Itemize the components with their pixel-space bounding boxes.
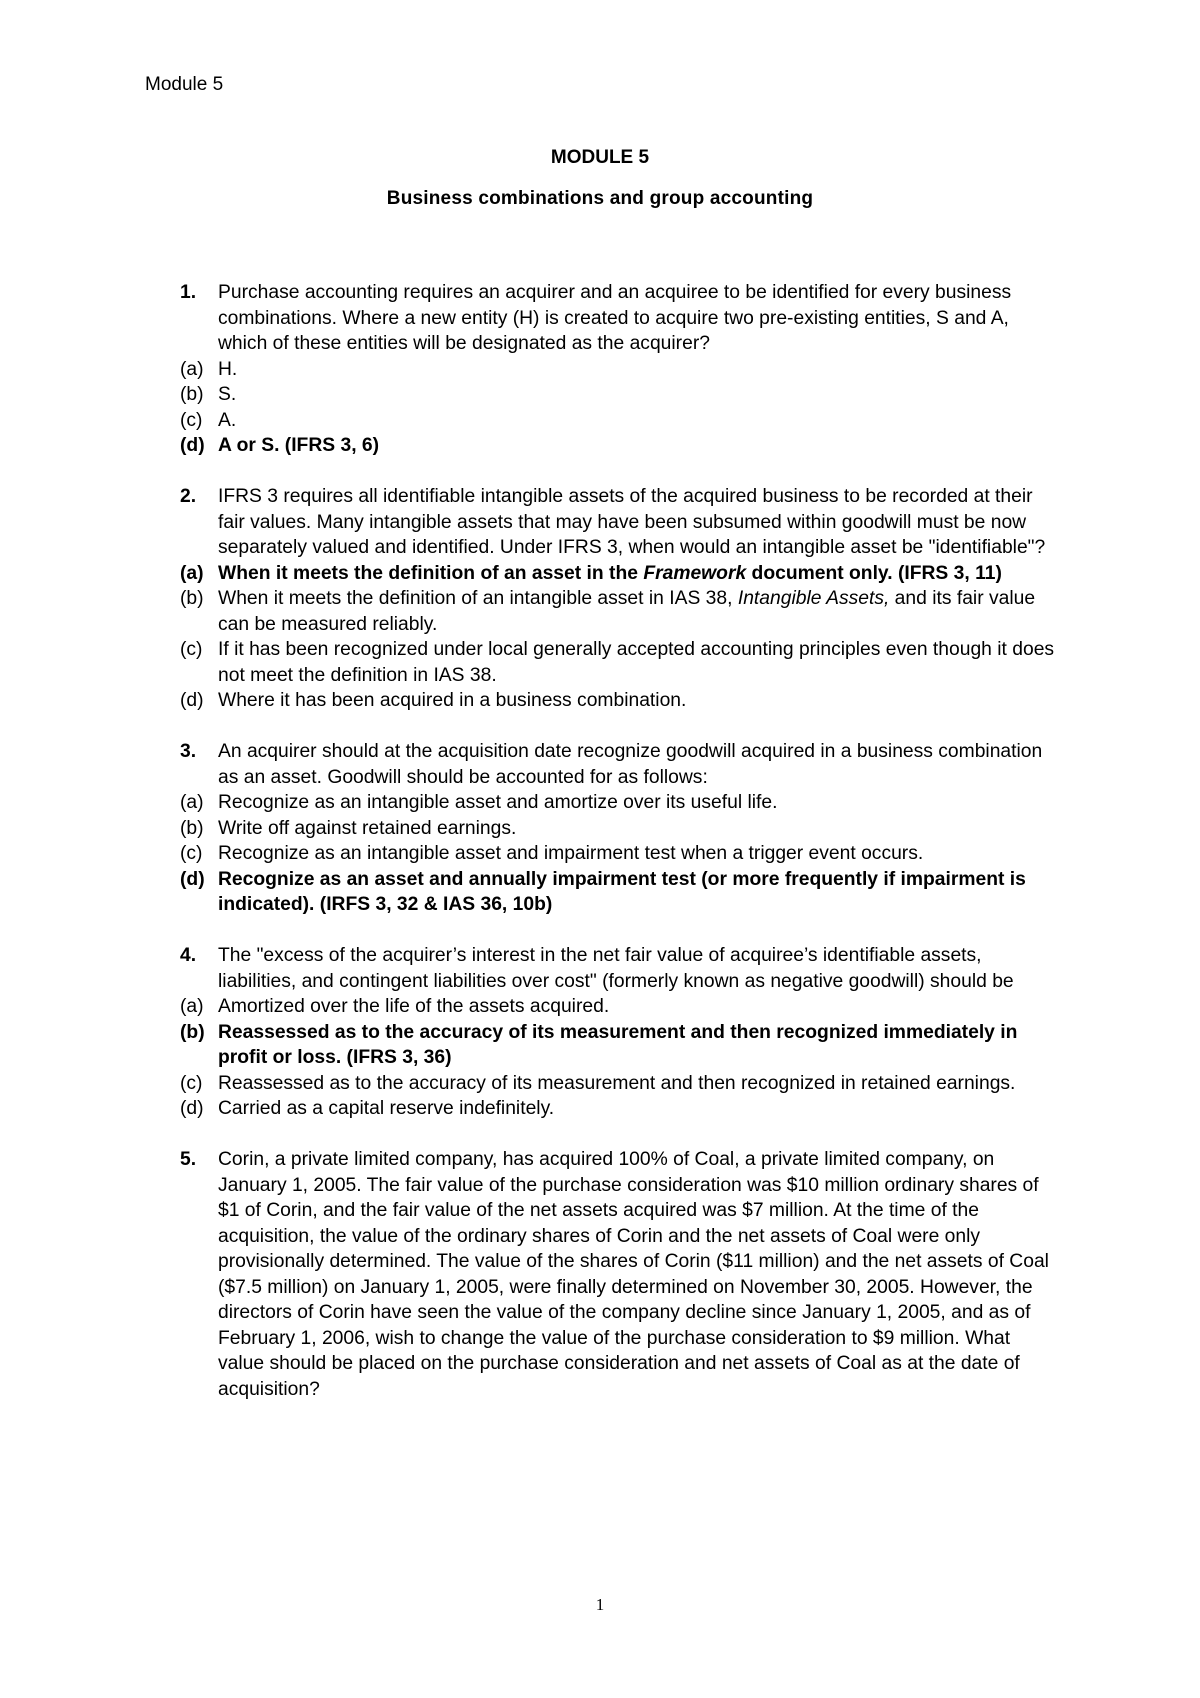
option-label: (b): [180, 384, 204, 405]
option-a: [180, 790, 1060, 816]
option-text: Recognize as an intangible asset and impairment test when a trigger event occurs.: [218, 843, 924, 864]
question-stem: An acquirer should at the acquisition date recognize goodwill acquired in a business combination as an asset. Goodwill should be accounted for as follows:: [218, 741, 1043, 788]
option-text-pre: When it meets the definition of an asset in the: [218, 562, 644, 584]
option-text-post: and its fair value can be measured reliably.: [218, 588, 1036, 635]
question-stem: Purchase accounting requires an acquirer and an acquiree to be identified for every business combinations. Where a new entity (H) is created to acquire two pre-existing entities, S and A, which of these entities will be designated as the acquirer?: [218, 282, 1012, 354]
option-label: (a): [180, 996, 204, 1017]
option-b: [180, 586, 1060, 637]
option-text: S.: [218, 384, 237, 405]
option-c: [180, 637, 1060, 688]
option-label: (c): [180, 639, 203, 660]
option-label: (d): [180, 435, 205, 456]
option-label: (d): [180, 868, 205, 890]
question-5: [180, 1147, 1060, 1402]
option-text: Where it has been acquired in a business combination.: [218, 690, 687, 711]
option-text: If it has been recognized under local generally accepted accounting principles even though it does not meet the definition in IAS 38.: [218, 639, 1055, 686]
option-b-answer: [180, 1020, 1060, 1071]
option-text-italic: Intangible Assets,: [737, 588, 890, 609]
option-d-answer: [180, 433, 1060, 459]
question-number: 4.: [180, 945, 197, 966]
option-label: (b): [180, 588, 204, 609]
option-label: (a): [180, 358, 204, 380]
running-header: Module 5: [145, 74, 224, 95]
option-c: [180, 841, 1060, 867]
option-text: Recognize as an intangible asset and amortize over its useful life.: [218, 792, 778, 813]
question-stem: Corin, a private limited company, has acquired 100% of Coal, a private limited company, on January 1, 2005. The fair value of the purchase consideration was $10 million ordinary shares of $1 of Corin, and the fair value of the net assets acquired was $7 million. At the time of the acquisition, the value of the ordinary shares of Corin and the net assets of Coal were only provisionally determined. The value of the shares of Corin ($11 million) and the net assets of Coal ($7.5 million) on January 1, 2005, were finally determined on November 30, 2005. However, the directors of Corin have seen the value of the company decline since January 1, 2005, and as of February 1, 2006, wish to change the value of the purchase consideration to $9 million. What value should be placed on the purchase consideration and net assets of Coal as at the date of acquisition?: [218, 1149, 1049, 1400]
option-c: [180, 408, 1060, 434]
option-label: (c): [180, 409, 203, 431]
question-number: 1.: [180, 282, 197, 303]
option-text: Amortized over the life of the assets acquired.: [218, 996, 610, 1017]
option-label: (d): [180, 1098, 204, 1119]
question-stem: IFRS 3 requires all identifiable intangible assets of the acquired business to be recorded at their fair values. Many intangible assets that may have been subsumed within goodwill must be now separately valued and identified. Under IFRS 3, when would an intangible asset be "identifiable"?: [218, 486, 1046, 558]
question-number: 2.: [180, 486, 197, 507]
question-1: [180, 280, 1060, 459]
option-text-pre: When it meets the definition of an intangible asset in IAS 38,: [218, 588, 738, 609]
option-c: [180, 1071, 1060, 1097]
option-text: Reassessed as to the accuracy of its measurement and then recognized immediately in profit or loss. (IFRS 3, 36): [218, 1021, 1018, 1068]
option-text: H.: [218, 358, 238, 380]
question-3: [180, 739, 1060, 918]
option-text-italic: Framework: [643, 562, 747, 584]
option-label: (a): [180, 792, 204, 813]
document-title: MODULE 5: [550, 147, 650, 168]
option-d-answer: [180, 867, 1060, 918]
option-text: Recognize as an asset and annually impairment test (or more frequently if impairment is indicated). (IRFS 3, 32 & IAS 36, 10b): [218, 868, 1026, 915]
option-text: A.: [218, 409, 237, 431]
option-label: (c): [180, 1072, 203, 1094]
option-b: [180, 382, 1060, 408]
option-label: (c): [180, 843, 203, 864]
option-label: (a): [180, 562, 204, 584]
option-b: [180, 816, 1060, 842]
option-text: A or S. (IFRS 3, 6): [218, 435, 380, 456]
question-number: 3.: [180, 741, 197, 762]
option-a: [180, 994, 1060, 1020]
option-text: Write off against retained earnings.: [218, 817, 517, 839]
option-label: (b): [180, 817, 204, 839]
option-label: (d): [180, 690, 204, 711]
question-number: 5.: [180, 1149, 197, 1170]
option-d: [180, 1096, 1060, 1122]
option-text: Carried as a capital reserve indefinitely.: [218, 1098, 555, 1119]
option-text: Reassessed as to the accuracy of its measurement and then recognized in retained earnings.: [218, 1072, 1016, 1094]
question-stem: The "excess of the acquirer’s interest in the net fair value of acquiree’s identifiable assets, liabilities, and contingent liabilities over cost" (formerly known as negative goodwill) should be: [218, 945, 1014, 992]
question-list: [180, 280, 1060, 1428]
option-text-post: document only. (IFRS 3, 11): [746, 562, 1002, 584]
option-a: [180, 357, 1060, 383]
option-d: [180, 688, 1060, 714]
option-a-answer: [180, 561, 1060, 587]
question-2: [180, 484, 1060, 714]
option-label: (b): [180, 1021, 205, 1043]
document-subtitle: Business combinations and group accounting: [386, 188, 814, 209]
page-number: 1: [595, 1595, 605, 1614]
question-4: [180, 943, 1060, 1122]
